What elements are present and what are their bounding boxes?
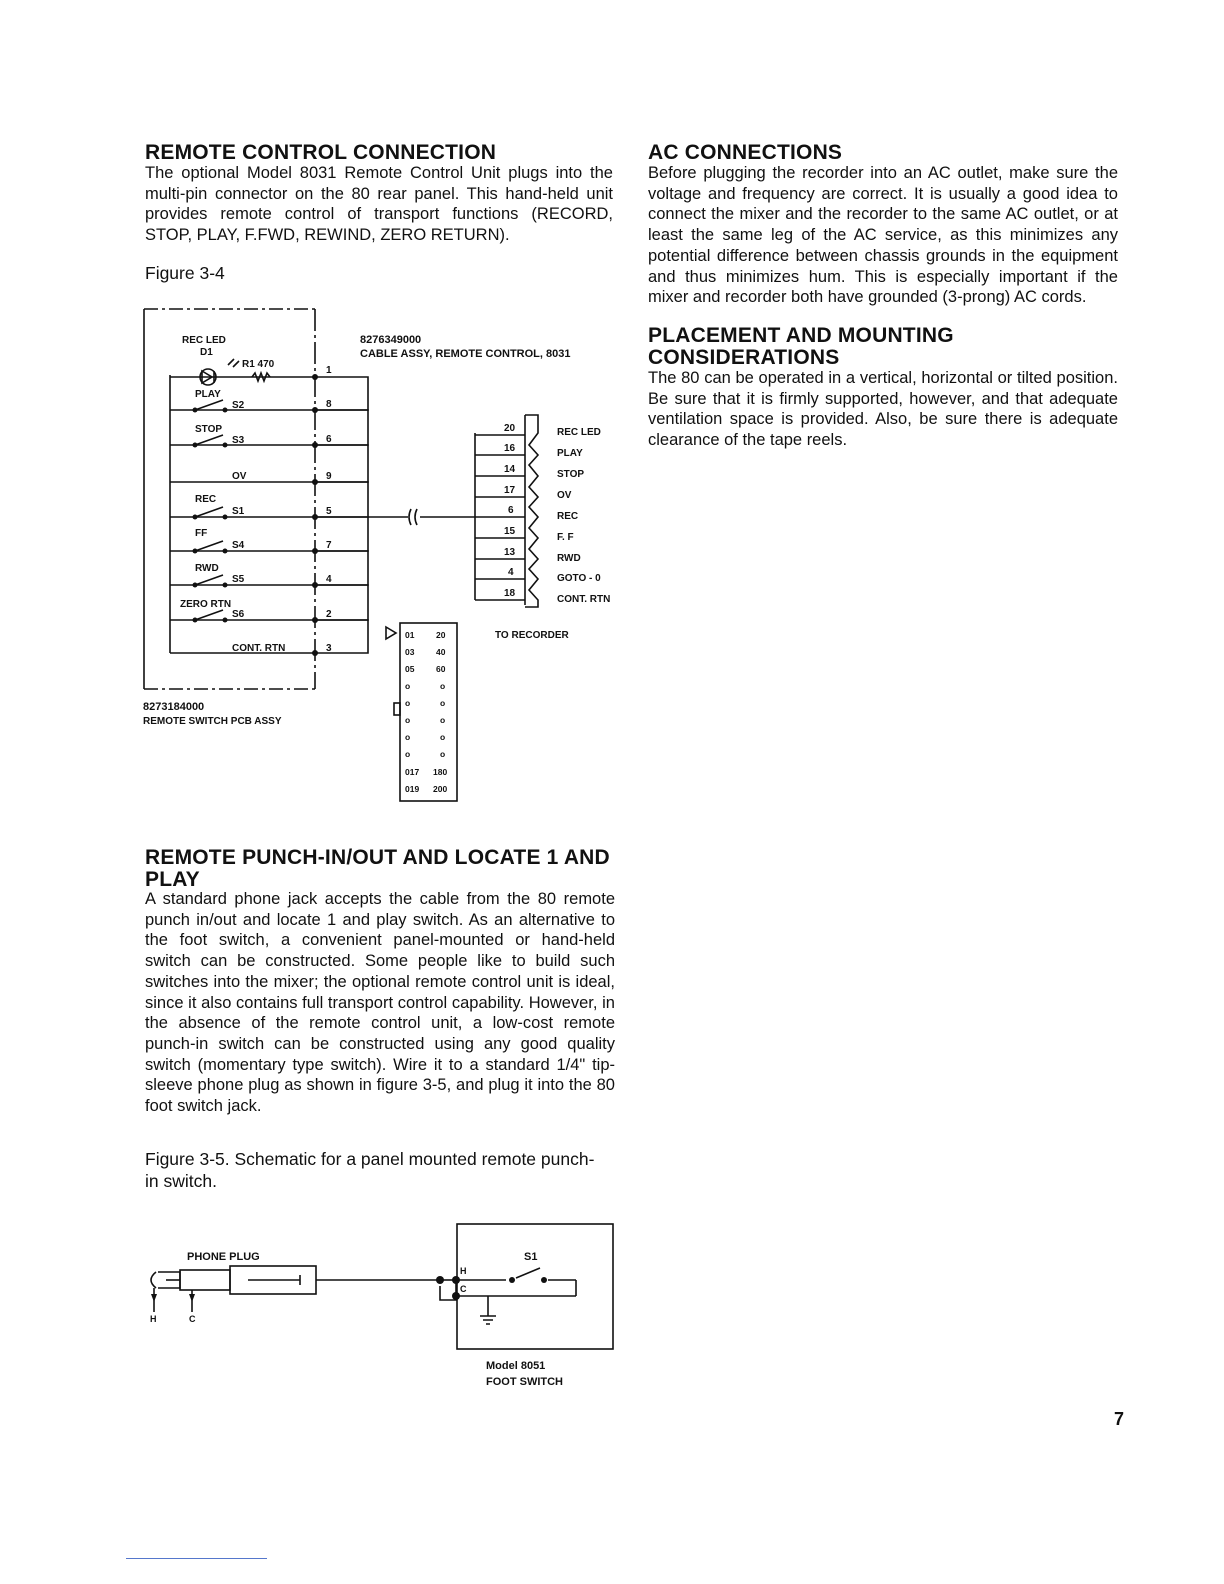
cable-name: CABLE ASSY, REMOTE CONTROL, 8031 bbox=[360, 348, 571, 360]
signal-label: CONT. RTN bbox=[557, 594, 611, 605]
h-terminal-label: H bbox=[460, 1266, 467, 1276]
connector-pin: 40 bbox=[436, 647, 446, 657]
signal-label: STOP bbox=[557, 469, 585, 480]
right-pin: 14 bbox=[504, 464, 516, 475]
switch-label: RWD bbox=[195, 563, 219, 574]
placement-body: The 80 can be operated in a vertical, horizontal or tilted position. Be sure that it is firmly supported, however, and that adequate ventilation space is provided. Also, be sure there is adequate clearance of the tape reels. bbox=[648, 369, 1118, 450]
signal-label: RWD bbox=[557, 553, 581, 564]
connector-pin: o bbox=[405, 681, 411, 691]
remote-control-body: The optional Model 8031 Remote Control Unit plugs into the multi-pin connector on the 80 rear panel. This hand-held unit provides remote control of transport functions (RECORD, STOP, PLAY, F.FWD, REWIND, ZERO RETURN). bbox=[145, 164, 613, 245]
left-pin: 6 bbox=[326, 434, 332, 445]
ac-connections-heading: AC CONNECTIONS bbox=[648, 141, 843, 164]
connector-pin: 03 bbox=[405, 647, 415, 657]
foot-switch-label: FOOT SWITCH bbox=[486, 1376, 563, 1388]
h-label: H bbox=[150, 1314, 157, 1324]
pcb-name: REMOTE SWITCH PCB ASSY bbox=[143, 716, 282, 727]
ac-connections-body: Before plugging the recorder into an AC outlet, make sure the voltage and frequency are correct. It is usually a good idea to connect the mixer and the recorder to the same AC outlet, or at least the same leg of the AC service, as this minimizes any potential difference between chassis grounds in the equipment and thus minimizes hum. This is especially important if the mixer and recorder both have grounded (3-prong) AC cords. bbox=[648, 164, 1118, 307]
switch-label: FF bbox=[195, 528, 208, 539]
connector-pin: o bbox=[440, 698, 446, 708]
left-pin: 2 bbox=[326, 609, 332, 620]
left-pin: 5 bbox=[326, 506, 332, 517]
to-recorder-label: TO RECORDER bbox=[495, 630, 569, 641]
connector-pin: o bbox=[405, 749, 411, 759]
placement-heading: PLACEMENT AND MOUNTING CONSIDERATIONS bbox=[648, 324, 954, 369]
right-pin: 6 bbox=[508, 505, 514, 516]
signal-label: REC LED bbox=[557, 427, 601, 438]
right-pin: 16 bbox=[504, 443, 516, 454]
remote-control-heading: REMOTE CONTROL CONNECTION bbox=[145, 141, 497, 164]
right-pin: 13 bbox=[504, 547, 516, 558]
connector-pin: 05 bbox=[405, 664, 415, 674]
switch-label: OV bbox=[232, 471, 247, 482]
right-pin: 15 bbox=[504, 526, 516, 537]
connector-pin: 017 bbox=[405, 767, 420, 777]
connector-pin: o bbox=[405, 698, 411, 708]
switch-label: ZERO RTN bbox=[180, 599, 232, 610]
connector-pin: 200 bbox=[433, 784, 448, 794]
rec-led-label: REC LED bbox=[182, 335, 226, 346]
connector-pin: 20 bbox=[436, 630, 446, 640]
switch-label: S1 bbox=[232, 506, 245, 517]
connector-pin: o bbox=[440, 681, 446, 691]
signal-label: GOTO - 0 bbox=[557, 573, 601, 584]
connector-pin: 01 bbox=[405, 630, 415, 640]
left-pin: 1 bbox=[326, 365, 332, 376]
footer-rule bbox=[126, 1558, 267, 1559]
signal-label: REC bbox=[557, 511, 579, 522]
left-pin: 4 bbox=[326, 574, 332, 585]
left-pin: 8 bbox=[326, 399, 332, 410]
c-label: C bbox=[189, 1314, 196, 1324]
switch-label: PLAY bbox=[195, 389, 221, 400]
left-pin: 7 bbox=[326, 540, 332, 551]
connector-pin: o bbox=[405, 732, 411, 742]
right-pin: 18 bbox=[504, 588, 516, 599]
right-pin: 20 bbox=[504, 423, 516, 434]
switch-label: S4 bbox=[232, 540, 245, 551]
switch-label: S2 bbox=[232, 400, 245, 411]
phone-plug-label: PHONE PLUG bbox=[187, 1251, 260, 1263]
connector-pin: 60 bbox=[436, 664, 446, 674]
s1-label: S1 bbox=[524, 1251, 538, 1263]
punch-in-body: A standard phone jack accepts the cable from the 80 remote punch in/out and locate 1 and play switch. As an alternative to the foot switch, a convenient panel-mounted or hand-held switch can be constructed. Some people like to build such switches into the mixer; the optional remote control unit is ideal, since it also contains full transport control capability. However, in the absence of the remote control unit, a low-cost remote punch-in switch can be constructed using any good quality switch (momentary type switch). Wire it to a standard 1/4" tip-sleeve phone plug as shown in figure 3-5, and plug it into the 80 foot switch jack. bbox=[145, 890, 615, 1116]
connector-pin: 019 bbox=[405, 784, 420, 794]
left-pin: 3 bbox=[326, 643, 332, 654]
figure-3-5-diagram bbox=[140, 1220, 620, 1400]
connector-pin: o bbox=[440, 732, 446, 742]
switch-label: S6 bbox=[232, 609, 245, 620]
connector-pin: 180 bbox=[433, 767, 448, 777]
connector-pin: o bbox=[440, 749, 446, 759]
cable-part-number: 8276349000 bbox=[360, 334, 422, 346]
connector-pin: o bbox=[405, 715, 411, 725]
switch-label: CONT. RTN bbox=[232, 643, 286, 654]
left-pin: 9 bbox=[326, 471, 332, 482]
figure-3-4-caption: Figure 3-4 bbox=[145, 263, 225, 283]
switch-label: STOP bbox=[195, 424, 223, 435]
switch-label: S3 bbox=[232, 435, 245, 446]
c-terminal-label: C bbox=[460, 1284, 467, 1294]
page-number: 7 bbox=[1114, 1409, 1125, 1429]
r1-label: R1 470 bbox=[242, 359, 275, 370]
switch-label: REC bbox=[195, 494, 217, 505]
pcb-part-number: 8273184000 bbox=[143, 701, 205, 713]
right-pin: 17 bbox=[504, 485, 516, 496]
d1-label: D1 bbox=[200, 347, 213, 358]
punch-in-heading: REMOTE PUNCH-IN/OUT AND LOCATE 1 AND PLAY bbox=[145, 846, 610, 891]
signal-label: F. F bbox=[557, 532, 574, 543]
switch-label: S5 bbox=[232, 574, 245, 585]
figure-3-4-diagram bbox=[140, 305, 630, 805]
figure-3-5-caption: Figure 3-5. Schematic for a panel mounted remote punch-in switch. bbox=[145, 1149, 595, 1191]
right-pin: 4 bbox=[508, 567, 514, 578]
connector-pin: o bbox=[440, 715, 446, 725]
signal-label: OV bbox=[557, 490, 572, 501]
signal-label: PLAY bbox=[557, 448, 583, 459]
model-label: Model 8051 bbox=[486, 1360, 546, 1372]
